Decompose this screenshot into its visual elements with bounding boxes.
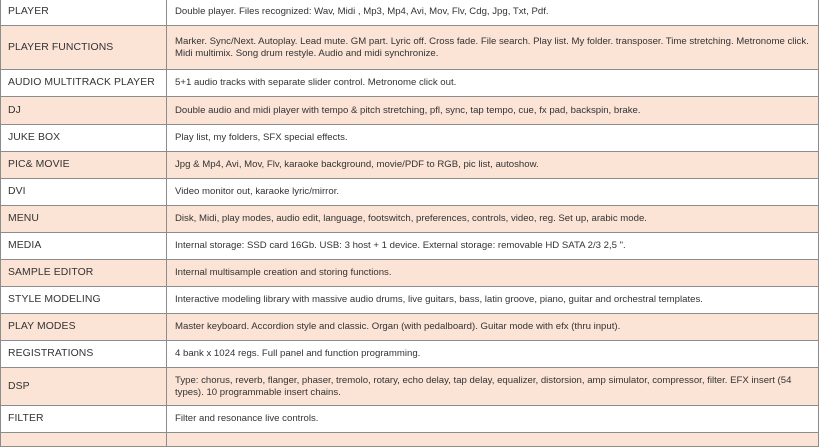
feature-cell: AUDIO MULTITRACK PLAYER [1, 70, 167, 97]
table-row [1, 70, 819, 97]
description-cell: Play list, my folders, SFX special effects. [167, 125, 819, 152]
feature-cell: DVI [1, 179, 167, 206]
description-cell: Double player. Files recognized: Wav, Midi , Mp3, Mp4, Avi, Mov, Flv, Cdg, Jpg, Txt, Pdf. [167, 0, 819, 26]
table-row [1, 368, 819, 406]
description-cell: Internal multisample creation and storing functions. [167, 260, 819, 287]
table-row-partial [1, 433, 819, 447]
feature-cell: MEDIA [1, 233, 167, 260]
table-row [1, 0, 819, 26]
description-cell: Video monitor out, karaoke lyric/mirror. [167, 179, 819, 206]
description-cell: Type: chorus, reverb, flanger, phaser, tremolo, rotary, echo delay, tap delay, equalizer, distorsion, amp simulator, compressor, filter. EFX insert (54 types). 10 programmable insert chains. [167, 368, 819, 406]
feature-cell: SAMPLE EDITOR [1, 260, 167, 287]
feature-cell: FILTER [1, 406, 167, 433]
table-row [1, 206, 819, 233]
feature-cell: MENU [1, 206, 167, 233]
table-row [1, 97, 819, 125]
table-row [1, 406, 819, 433]
specifications-table-body [1, 0, 819, 447]
description-cell: Jpg & Mp4, Avi, Mov, Flv, karaoke background, movie/PDF to RGB, pic list, autoshow. [167, 152, 819, 179]
description-cell: Filter and resonance live controls. [167, 406, 819, 433]
feature-cell: PIC& MOVIE [1, 152, 167, 179]
description-cell: Master keyboard. Accordion style and classic. Organ (with pedalboard). Guitar mode with efx (thru input). [167, 314, 819, 341]
feature-cell [1, 433, 167, 447]
description-cell: Internal storage: SSD card 16Gb. USB: 3 host + 1 device. External storage: removable HD SATA 2/3 2,5 ". [167, 233, 819, 260]
description-cell: 5+1 audio tracks with separate slider control. Metronome click out. [167, 70, 819, 97]
table-row [1, 314, 819, 341]
table-row [1, 179, 819, 206]
description-cell: Interactive modeling library with massive audio drums, live guitars, bass, latin groove, piano, guitar and orchestral templates. [167, 287, 819, 314]
feature-cell: DSP [1, 368, 167, 406]
table-row [1, 341, 819, 368]
table-row [1, 152, 819, 179]
feature-cell: PLAYER [1, 0, 167, 26]
feature-cell: REGISTRATIONS [1, 341, 167, 368]
feature-cell: JUKE BOX [1, 125, 167, 152]
feature-cell: STYLE MODELING [1, 287, 167, 314]
table-row [1, 125, 819, 152]
description-cell [167, 433, 819, 447]
description-cell: 4 bank x 1024 regs. Full panel and function programming. [167, 341, 819, 368]
description-cell: Marker. Sync/Next. Autoplay. Lead mute. GM part. Lyric off. Cross fade. File search. Play list. My folder. transposer. Time stretching. Metronome click. Midi multimix. Song drum restyle. Audio and midi synchronize. [167, 26, 819, 70]
feature-cell: DJ [1, 97, 167, 125]
description-cell: Disk, Midi, play modes, audio edit, language, footswitch, preferences, controls, video, reg. Set up, arabic mode. [167, 206, 819, 233]
table-row [1, 287, 819, 314]
table-row [1, 26, 819, 70]
table-row [1, 260, 819, 287]
feature-cell: PLAY MODES [1, 314, 167, 341]
description-cell: Double audio and midi player with tempo & pitch stretching, pfl, sync, tap tempo, cue, fx pad, backspin, brake. [167, 97, 819, 125]
feature-cell: PLAYER FUNCTIONS [1, 26, 167, 70]
table-row [1, 233, 819, 260]
